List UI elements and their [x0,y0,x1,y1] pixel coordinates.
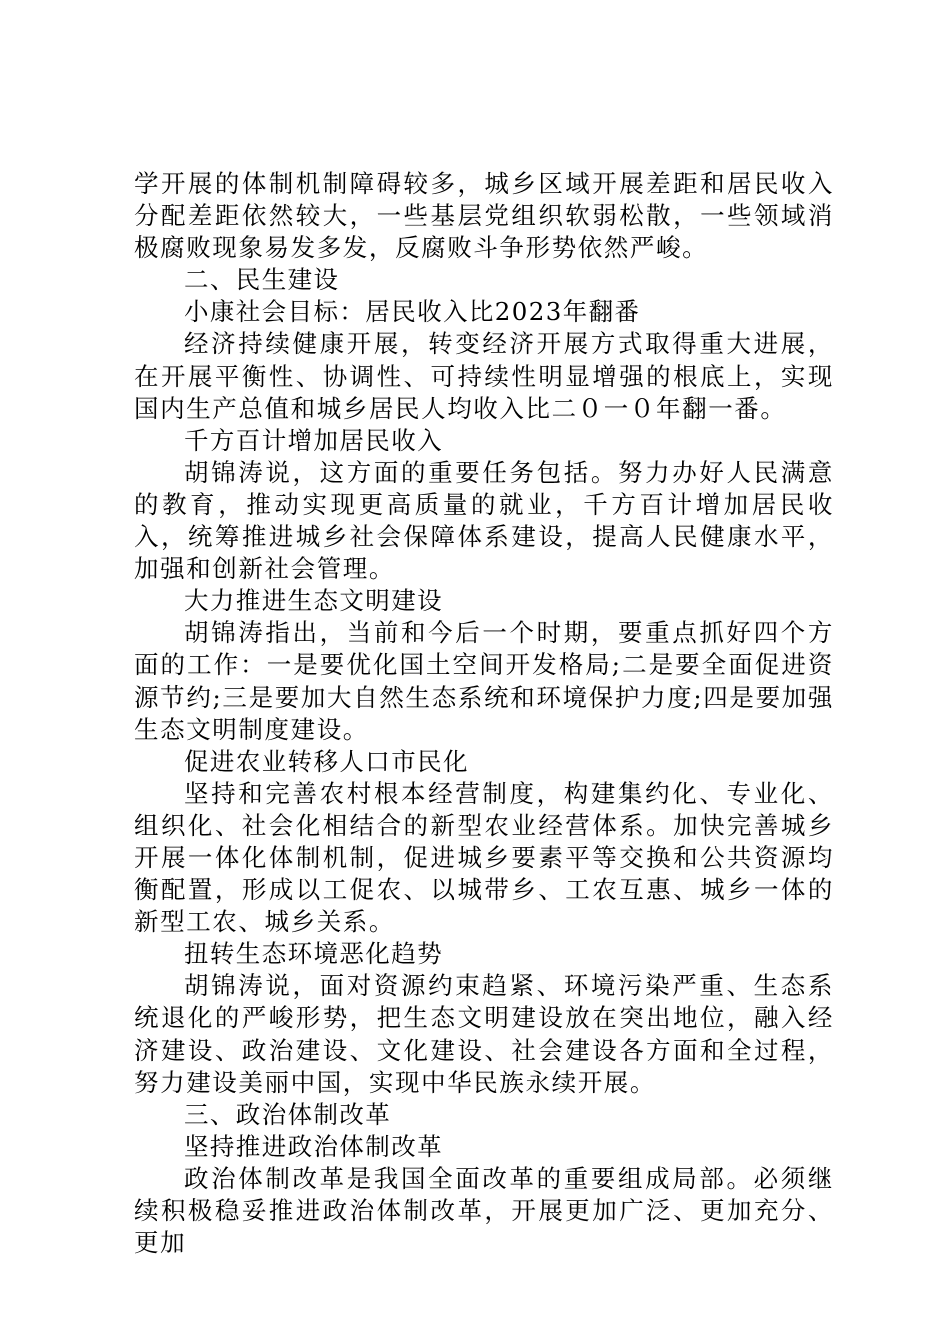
subheading-ecology: 大力推进生态文明建设 [184,586,443,616]
paragraph-economy: 经济持续健康开展，转变经济开展方式取得重大进展，在开展平衡性、协调性、可持续性明显增强的根底上，实现国内生产总值和城乡居民人均收入比二０一０年翻一番。 [134,329,834,423]
subheading-income-goal: 小康社会目标：居民收入比2023年翻番 [184,297,641,327]
section-heading-political-reform: 三、政治体制改革 [184,1099,392,1129]
paragraph-political-reform: 政治体制改革是我国全面改革的重要组成局部。必须继续积极稳妥推进政治体制改革，开展更加广泛、更加充分、更加 [134,1163,834,1258]
section-heading-livelihood: 二、民生建设 [184,265,340,295]
paragraph-beautiful-china: 胡锦涛说，面对资源约束趋紧、环境污染严重、生态系统退化的严峻形势，把生态文明建设放在突出地位，融入经济建设、政治建设、文化建设、社会建设各方面和全过程，努力建设美丽中国，实现中华民族永续开展。 [134,971,834,1097]
paragraph-agriculture: 坚持和完善农村根本经营制度，构建集约化、专业化、组织化、社会化相结合的新型农业经营体系。加快完善城乡开展一体化体制机制，促进城乡要素平等交换和公共资源均衡配置，形成以工促农、以城带乡、工农互惠、城乡一体的新型工农、城乡关系。 [134,778,834,937]
document-body [134,168,834,1259]
paragraph-continued: 学开展的体制机制障碍较多，城乡区域开展差距和居民收入分配差距依然较大，一些基层党组织软弱松散，一些领域消极腐败现象易发多发，反腐败斗争形势依然严峻。 [134,169,834,263]
paragraph-tasks: 胡锦涛说，这方面的重要任务包括。努力办好人民满意的教育，推动实现更高质量的就业，千方百计增加居民收入，统筹推进城乡社会保障体系建设，提高人民健康水平，加强和创新社会管理。 [134,457,834,584]
subheading-environment: 扭转生态环境恶化趋势 [184,939,443,969]
subheading-urbanization: 促进农业转移人口市民化 [184,746,469,776]
paragraph-four-aspects: 胡锦涛指出，当前和今后一个时期，要重点抓好四个方面的工作：一是要优化国土空间开发格局;二是要全面促进资源节约;三是要加大自然生态系统和环境保护力度;四是要加强生态文明制度建设。 [134,618,834,744]
subheading-increase-income: 千方百计增加居民收入 [184,425,443,455]
subheading-political-reform: 坚持推进政治体制改革 [184,1131,443,1161]
